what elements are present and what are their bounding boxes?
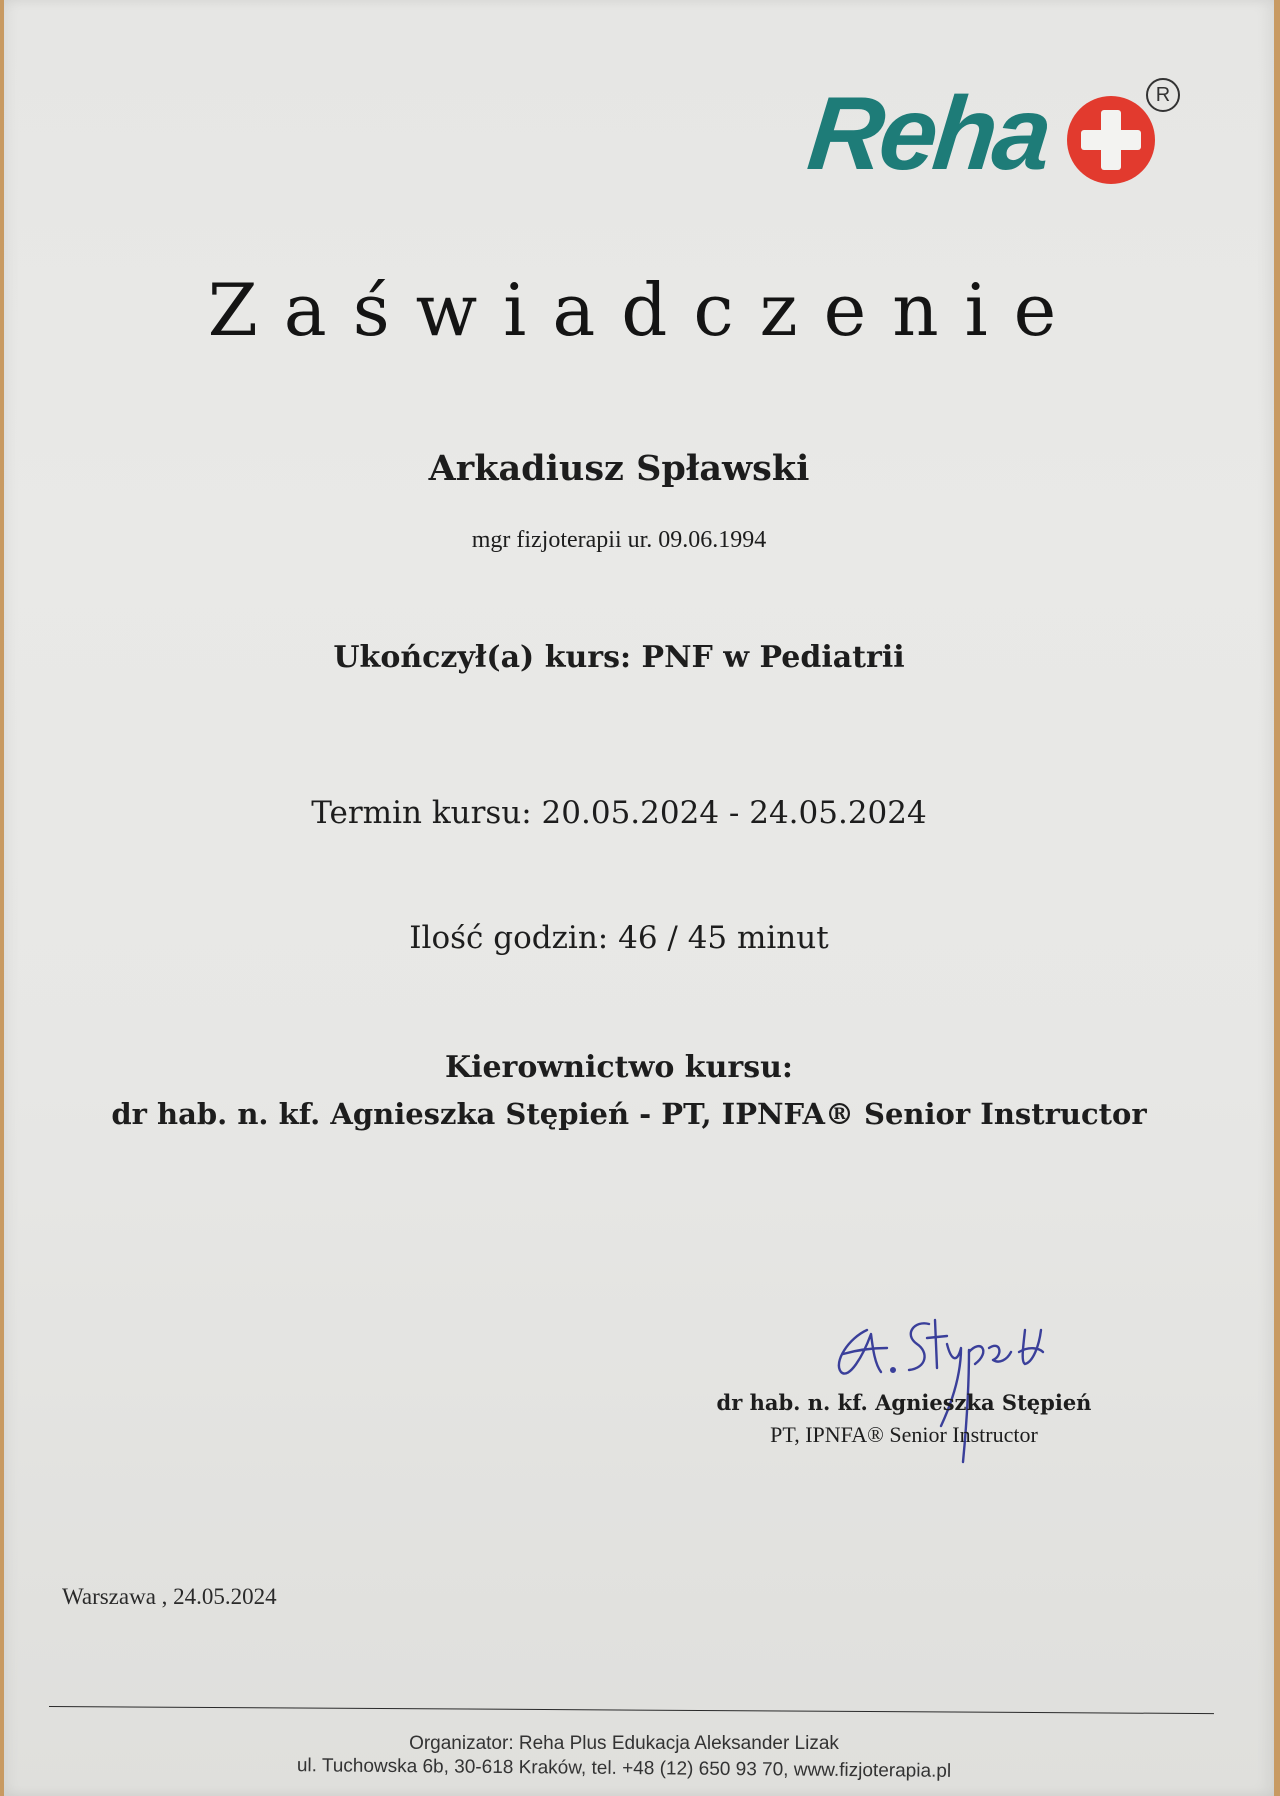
place-and-date: Warszawa , 24.05.2024 [62, 1584, 277, 1609]
plus-icon [1065, 94, 1157, 186]
certificate-sheet [4, 0, 1274, 1796]
recipient-info: mgr fizjoterapii ur. 09.06.1994 [471, 527, 767, 553]
reha-plus-logo [802, 76, 1189, 203]
footer-divider [49, 1706, 1214, 1714]
signatory-name: dr hab. n. kf. Agnieszka Stępień [716, 1390, 1092, 1415]
course-term: Termin kursu: 20.05.2024 - 24.05.2024 [311, 795, 927, 831]
footer-organizer: Organizator: Reha Plus Edukacja Aleksander Lizak [409, 1733, 839, 1754]
footer-address: ul. Tuchowska 6b, 30-618 Kraków, tel. +48 (12) 650 93 70, www.fizjoterapia.pl [296, 1755, 952, 1782]
course-completed: Ukończył(a) kurs: PNF w Pediatrii [333, 640, 905, 675]
signatory-title: PT, IPNFA® Senior Instructor [770, 1422, 1038, 1447]
course-management-name: dr hab. n. kf. Agnieszka Stępień - PT, IPNFA® Senior Instructor [111, 1097, 1147, 1131]
recipient-name: Arkadiusz Spławski [428, 448, 810, 489]
registered-trademark-icon: R [1146, 78, 1180, 112]
document-title: Zaświadczenie [207, 268, 1083, 352]
logo-wordmark: Reha [802, 76, 1054, 192]
course-hours: Ilość godzin: 46 / 45 minut [409, 920, 829, 956]
course-management-label: Kierownictwo kursu: [445, 1050, 793, 1085]
